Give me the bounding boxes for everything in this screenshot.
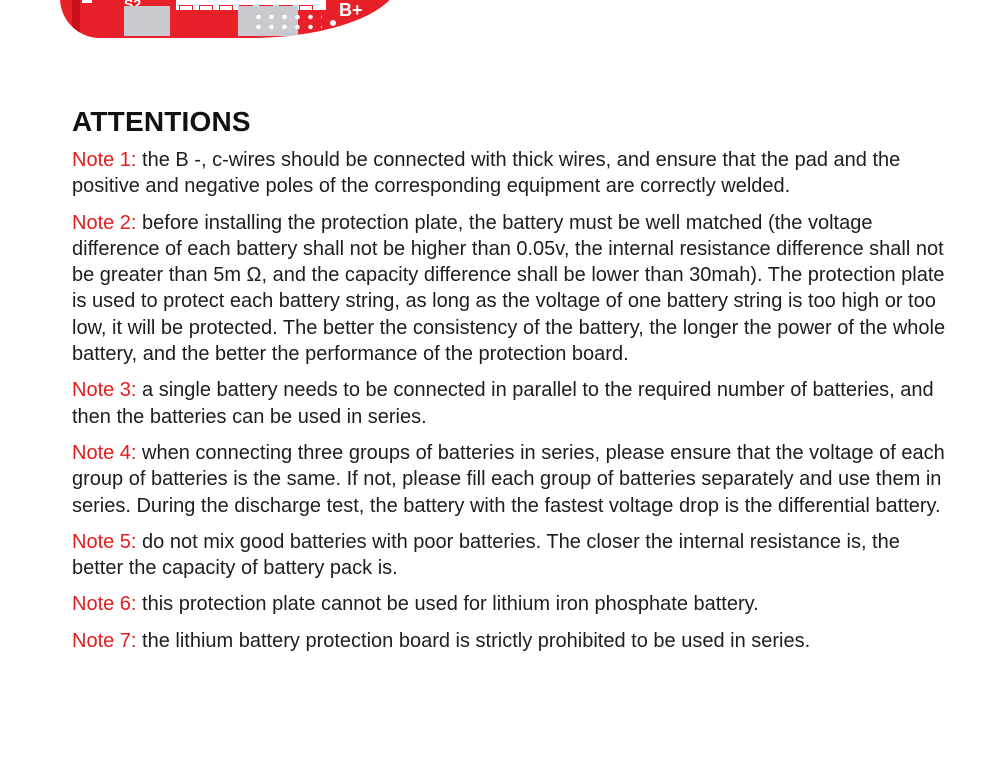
note-6-text: this protection plate cannot be used for lithium iron phosphate battery. bbox=[142, 593, 759, 616]
note-5-text: do not mix good batteries with poor batteries. The closer the internal resistance is, the better the capacity of battery pack is. bbox=[72, 530, 900, 580]
pcb-minus-mark bbox=[82, 0, 92, 3]
pcb-hole bbox=[330, 20, 336, 26]
note-4-text: when connecting three groups of batteries in series, please ensure that the voltage of each group of batteries is the same. If not, please fill each group of batteries separately and use them in series. During the discharge test, the battery with the fastest voltage drop is the differential battery. bbox=[72, 441, 945, 517]
attentions-section bbox=[72, 106, 952, 664]
note-4-label: Note 4: bbox=[72, 441, 137, 464]
note-7-text: the lithium battery protection board is strictly prohibited to be used in series. bbox=[142, 629, 811, 652]
note-7 bbox=[72, 628, 952, 654]
note-5-label: Note 5: bbox=[72, 530, 137, 553]
note-1-label: Note 1: bbox=[72, 149, 137, 171]
note-7-label: Note 7: bbox=[72, 629, 137, 652]
note-3-text: a single battery needs to be connected in parallel to the required number of batteries, and then the batteries can be used in series. bbox=[72, 379, 934, 428]
note-4 bbox=[72, 440, 952, 519]
pcb-board-image bbox=[60, 0, 400, 38]
note-6-label: Note 6: bbox=[72, 593, 137, 616]
note-5 bbox=[72, 529, 952, 582]
pcb-terminal-label: B+ bbox=[339, 0, 363, 20]
note-2-label: Note 2: bbox=[72, 211, 137, 234]
pcb-via-dots bbox=[252, 12, 322, 32]
note-2-text: before installing the protection plate, the battery must be well matched (the voltage difference of each battery shall not be higher than 0.05v, the internal resistance difference shall not be greater than 5m Ω, and the capacity difference shall be lower than 30mah). The protection plate is used to protect each battery string, as long as the voltage of one battery string is too high or too low, it will be protected. The better the consistency of the battery, the longer the power of the whole battery, and the better the performance of the protection board. bbox=[72, 211, 946, 366]
pcb-edge bbox=[72, 0, 80, 38]
pcb-pad-left bbox=[124, 6, 170, 36]
note-2 bbox=[72, 210, 952, 368]
note-1 bbox=[72, 147, 952, 200]
note-1-text: the B -, c-wires should be connected with thick wires, and ensure that the pad and the positive and negative poles of the corresponding equipment are correctly welded. bbox=[72, 149, 901, 198]
note-3-label: Note 3: bbox=[72, 379, 137, 402]
note-6 bbox=[72, 591, 952, 617]
note-3 bbox=[72, 377, 952, 430]
attentions-heading: ATTENTIONS bbox=[72, 106, 251, 137]
